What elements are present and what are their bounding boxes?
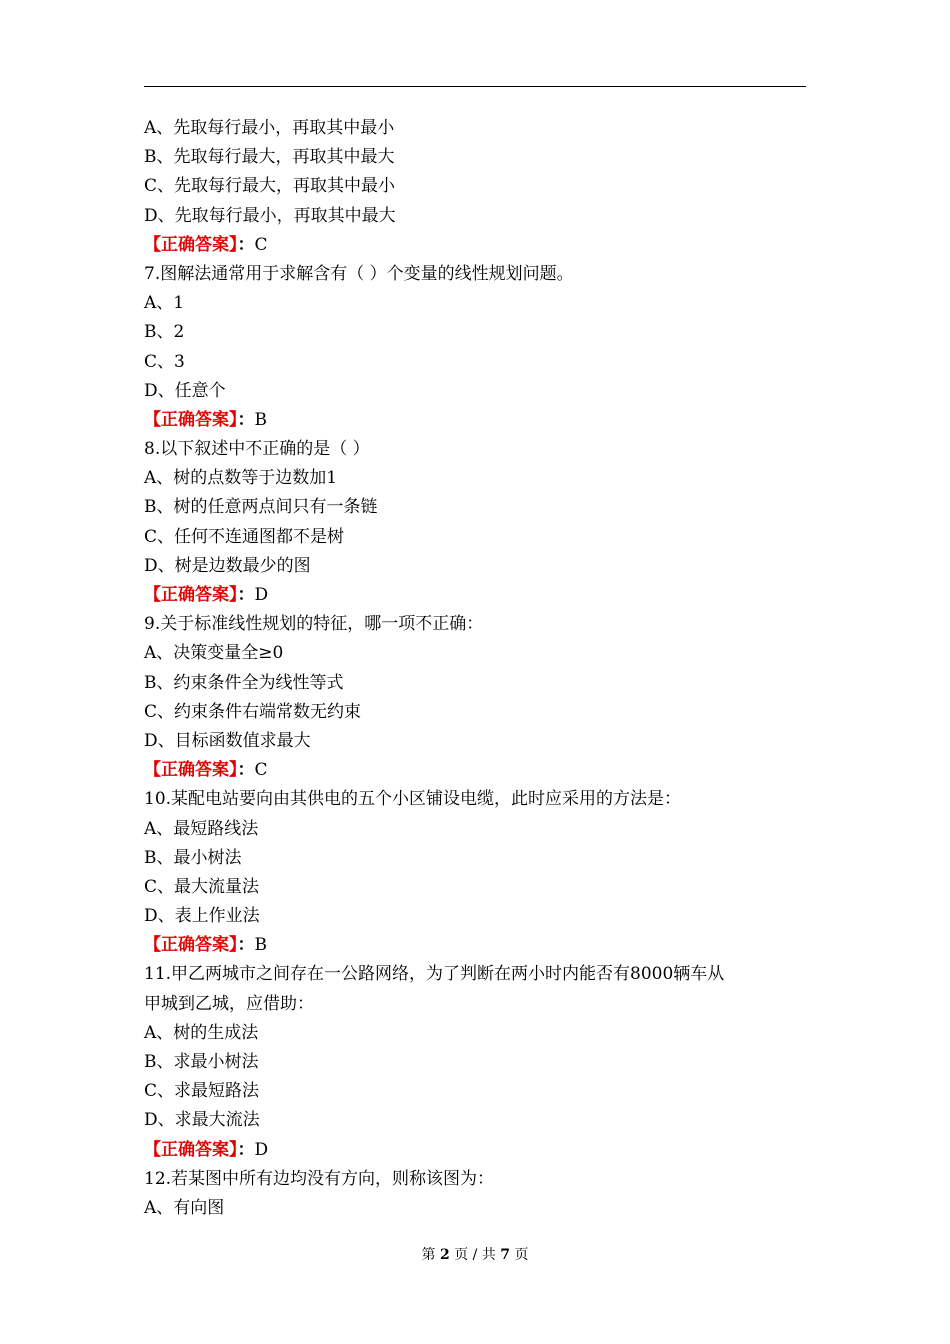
q9-option-b: B、约束条件全为线性等式 xyxy=(144,672,344,693)
q8-answer xyxy=(144,581,806,610)
answer-separator: ： xyxy=(237,585,255,605)
q8-option-a: A、树的点数等于边数加1 xyxy=(144,468,338,489)
answer-separator: ： xyxy=(237,1139,255,1160)
q12-option-a: A、有向图 xyxy=(144,1197,225,1218)
q6-option-c: C、先取每行最大，再取其中最小 xyxy=(144,176,396,197)
q8-option-d: D、树是边数最少的图 xyxy=(144,555,311,576)
q10-option-d: D、表上作业法 xyxy=(144,906,260,927)
q7-option-d: D、任意个 xyxy=(144,380,226,401)
q7-answer xyxy=(144,406,806,435)
answer-label: 【正确答案】 xyxy=(144,935,238,956)
footer-total-pages: 7 xyxy=(500,1247,511,1263)
q11-option-d: D、求最大流法 xyxy=(144,1110,260,1131)
q10-option-b: B、最小树法 xyxy=(144,847,242,868)
q11-stem-line2: 甲城到乙城，应借助： xyxy=(144,993,314,1014)
answer-label: 【正确答案】 xyxy=(144,409,238,430)
answer-value: C xyxy=(254,760,268,781)
answer-label: 【正确答案】 xyxy=(144,760,238,781)
q7-option-b: B、2 xyxy=(144,322,185,343)
q10-stem: 10.某配电站要向由其供电的五个小区铺设电缆，此时应采用的方法是： xyxy=(144,789,682,810)
q8-option-b: B、树的任意两点间只有一条链 xyxy=(144,497,378,518)
q11-stem-line1: 11.甲乙两城市之间存在一公路网络，为了判断在两小时内能否有8000辆车从 xyxy=(144,964,725,985)
answer-label: 【正确答案】 xyxy=(144,585,238,605)
answer-value: C xyxy=(254,234,268,255)
q6-option-d: D、先取每行最小，再取其中最大 xyxy=(144,205,396,226)
q6-option-b: B、先取每行最大，再取其中最大 xyxy=(144,147,395,168)
document-body xyxy=(144,114,806,1223)
header-rule xyxy=(144,86,806,87)
answer-value: D xyxy=(254,1139,269,1160)
footer-suffix: 页 xyxy=(514,1247,529,1263)
footer-page-number: 2 xyxy=(439,1247,450,1263)
page-footer xyxy=(0,1244,950,1264)
q9-answer xyxy=(144,756,806,785)
q9-option-d: D、目标函数值求最大 xyxy=(144,730,311,751)
q9-stem: 9.关于标准线性规划的特征，哪一项不正确： xyxy=(144,614,484,635)
q9-option-a: A、决策变量全≥0 xyxy=(144,643,284,664)
q12-stem: 12.若某图中所有边均没有方向，则称该图为： xyxy=(144,1168,495,1189)
answer-value: B xyxy=(254,409,267,430)
q9-option-c: C、约束条件右端常数无约束 xyxy=(144,701,362,722)
q7-option-c: C、3 xyxy=(144,351,185,372)
q11-option-a: A、树的生成法 xyxy=(144,1022,259,1043)
answer-separator: ： xyxy=(237,409,255,430)
q11-option-b: B、求最小树法 xyxy=(144,1052,259,1072)
answer-label: 【正确答案】 xyxy=(144,234,238,255)
q10-option-a: A、最短路线法 xyxy=(144,818,259,839)
q8-stem: 8.以下叙述中不正确的是（ ） xyxy=(144,439,370,460)
footer-middle: 页 / 共 xyxy=(454,1247,496,1263)
q11-option-c: C、求最短路法 xyxy=(144,1081,260,1102)
q6-option-a: A、先取每行最小，再取其中最小 xyxy=(144,118,395,138)
answer-value: D xyxy=(254,585,269,605)
q11-answer xyxy=(144,1136,806,1165)
answer-label: 【正确答案】 xyxy=(144,1139,238,1160)
answer-value: B xyxy=(254,935,267,956)
answer-separator: ： xyxy=(237,760,255,781)
answer-separator: ： xyxy=(237,234,255,255)
q7-option-a: A、1 xyxy=(144,293,185,314)
q6-answer xyxy=(144,231,806,260)
footer-prefix: 第 xyxy=(421,1247,436,1263)
q7-stem: 7.图解法通常用于求解含有（ ）个变量的线性规划问题。 xyxy=(144,263,574,284)
answer-separator: ： xyxy=(237,935,255,956)
q8-option-c: C、任何不连通图都不是树 xyxy=(144,526,345,547)
q10-option-c: C、最大流量法 xyxy=(144,876,260,897)
q10-answer xyxy=(144,931,806,960)
